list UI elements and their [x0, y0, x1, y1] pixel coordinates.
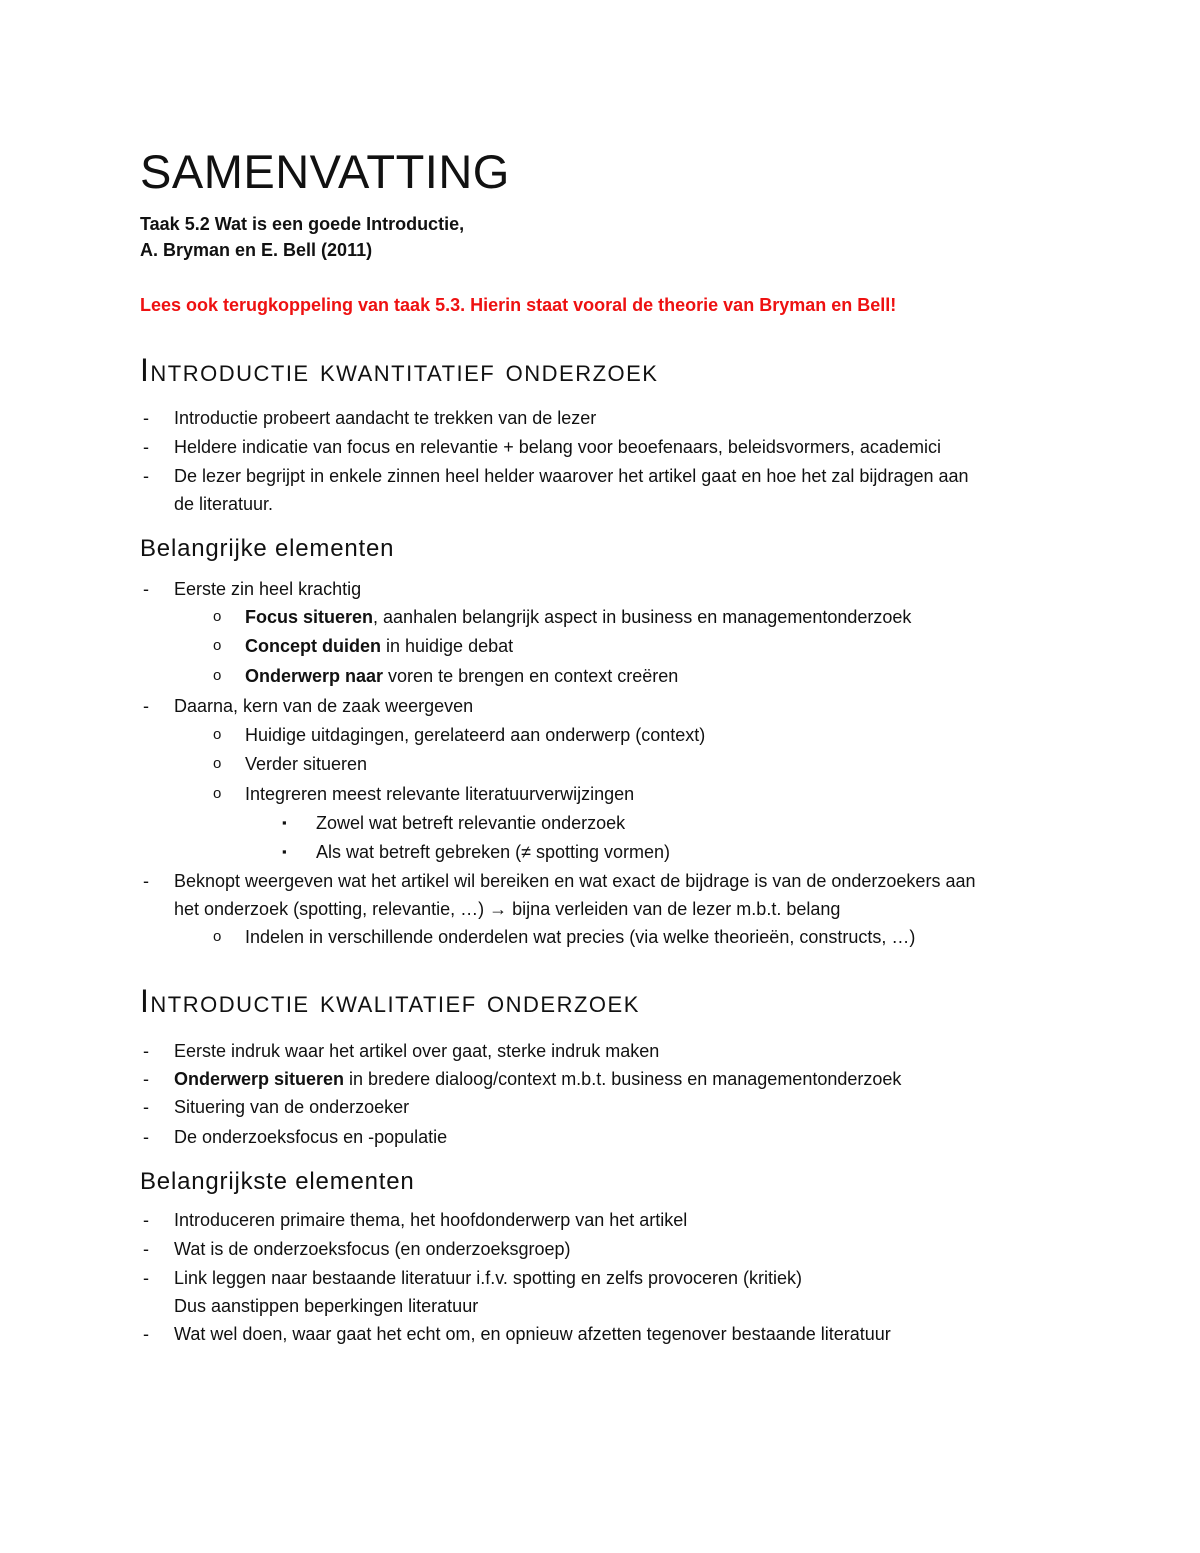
- list-item: Wat is de onderzoeksfocus (en onderzoeksgroep): [174, 1239, 571, 1259]
- list-item: De onderzoeksfocus en -populatie: [174, 1127, 448, 1147]
- bold-term: Focus situeren: [245, 607, 374, 627]
- list-item: Beknopt weergeven wat het artikel wil bereiken en wat exact de bijdrage is van de onderzoekers aan: [174, 871, 976, 891]
- dash-marker: -: [143, 437, 149, 457]
- bold-term: Onderwerp situeren: [174, 1069, 345, 1089]
- dash-marker: -: [143, 1041, 149, 1061]
- dash-marker: -: [143, 871, 149, 891]
- circle-marker: o: [213, 928, 222, 945]
- square-marker: ▪: [282, 844, 287, 859]
- sub-list-item: [245, 633, 513, 659]
- sub-sub-list-item: Zowel wat betreft relevantie onderzoek: [316, 813, 626, 833]
- list-item: Heldere indicatie van focus en relevantie + belang voor beoefenaars, beleidsvormers, academici: [174, 437, 941, 457]
- dash-marker: -: [143, 696, 149, 716]
- list-item: Daarna, kern van de zaak weergeven: [174, 696, 474, 716]
- list-item: Eerste indruk waar het artikel over gaat, sterke indruk maken: [174, 1041, 660, 1061]
- sub-list-item: [245, 604, 911, 630]
- section-heading-qualitative: Introductie kwalitatief onderzoek: [140, 983, 640, 1019]
- task-subtitle: Taak 5.2 Wat is een goede Introductie,: [140, 214, 465, 234]
- item-text: in bredere dialoog/context m.b.t. business en managementonderzoek: [344, 1069, 902, 1089]
- list-item: Eerste zin heel krachtig: [174, 579, 362, 599]
- item-text: in huidige debat: [381, 636, 514, 656]
- list-item: Introduceren primaire thema, het hoofdonderwerp van het artikel: [174, 1210, 688, 1230]
- dash-marker: -: [143, 466, 149, 486]
- dash-marker: -: [143, 1097, 149, 1117]
- section-heading-quantitative: Introductie kwantitatief onderzoek: [140, 352, 659, 388]
- document-title: SAMENVATTING: [140, 145, 510, 198]
- bold-term: Concept duiden: [245, 636, 381, 656]
- dash-marker: -: [143, 1239, 149, 1259]
- authors-subtitle: A. Bryman en E. Bell (2011): [140, 240, 373, 260]
- sub-list-item: Huidige uitdagingen, gerelateerd aan onderwerp (context): [245, 725, 706, 745]
- circle-marker: o: [213, 637, 222, 654]
- circle-marker: o: [213, 785, 222, 802]
- item-text: voren te brengen en context creëren: [383, 666, 679, 686]
- circle-marker: o: [213, 726, 222, 743]
- sub-sub-list-item: Als wat betreft gebreken (≠ spotting vormen): [316, 842, 671, 862]
- list-item-continuation: het onderzoek (spotting, relevantie, …) → bijna verleiden van de lezer m.b.t. belang: [174, 899, 841, 919]
- circle-marker: o: [213, 608, 222, 625]
- list-item: [174, 1066, 901, 1092]
- dash-marker: -: [143, 408, 149, 428]
- red-note: Lees ook terugkoppeling van taak 5.3. Hierin staat vooral de theorie van Bryman en Bell!: [140, 295, 897, 315]
- list-item: Link leggen naar bestaande literatuur i.f.v. spotting en zelfs provoceren (kritiek): [174, 1268, 803, 1288]
- list-item: Situering van de onderzoeker: [174, 1097, 410, 1117]
- dash-marker: -: [143, 1210, 149, 1230]
- sub-list-item: [245, 663, 678, 689]
- circle-marker: o: [213, 667, 222, 684]
- sub-list-item: Indelen in verschillende onderdelen wat precies (via welke theorieën, constructs, …): [245, 927, 916, 947]
- square-marker: ▪: [282, 815, 287, 830]
- list-item-continuation: Dus aanstippen beperkingen literatuur: [174, 1296, 479, 1316]
- list-item: Wat wel doen, waar gaat het echt om, en opnieuw afzetten tegenover bestaande literatuur: [174, 1324, 891, 1344]
- dash-marker: -: [143, 579, 149, 599]
- dash-marker: -: [143, 1069, 149, 1089]
- list-item: De lezer begrijpt in enkele zinnen heel helder waarover het artikel gaat en hoe het zal bijdragen aan: [174, 466, 969, 486]
- dash-marker: -: [143, 1324, 149, 1344]
- dash-marker: -: [143, 1268, 149, 1288]
- item-text: , aanhalen belangrijk aspect in business en managementonderzoek: [373, 607, 912, 627]
- dash-marker: -: [143, 1127, 149, 1147]
- circle-marker: o: [213, 755, 222, 772]
- list-item: Introductie probeert aandacht te trekken van de lezer: [174, 408, 597, 428]
- bold-term: Onderwerp naar: [245, 666, 384, 686]
- sub-list-item: Integreren meest relevante literatuurverwijzingen: [245, 784, 635, 804]
- subheading-most-important-elements: Belangrijkste elementen: [140, 1168, 415, 1195]
- sub-list-item: Verder situeren: [245, 754, 368, 774]
- subheading-important-elements: Belangrijke elementen: [140, 535, 395, 562]
- list-item-continuation: de literatuur.: [174, 494, 274, 514]
